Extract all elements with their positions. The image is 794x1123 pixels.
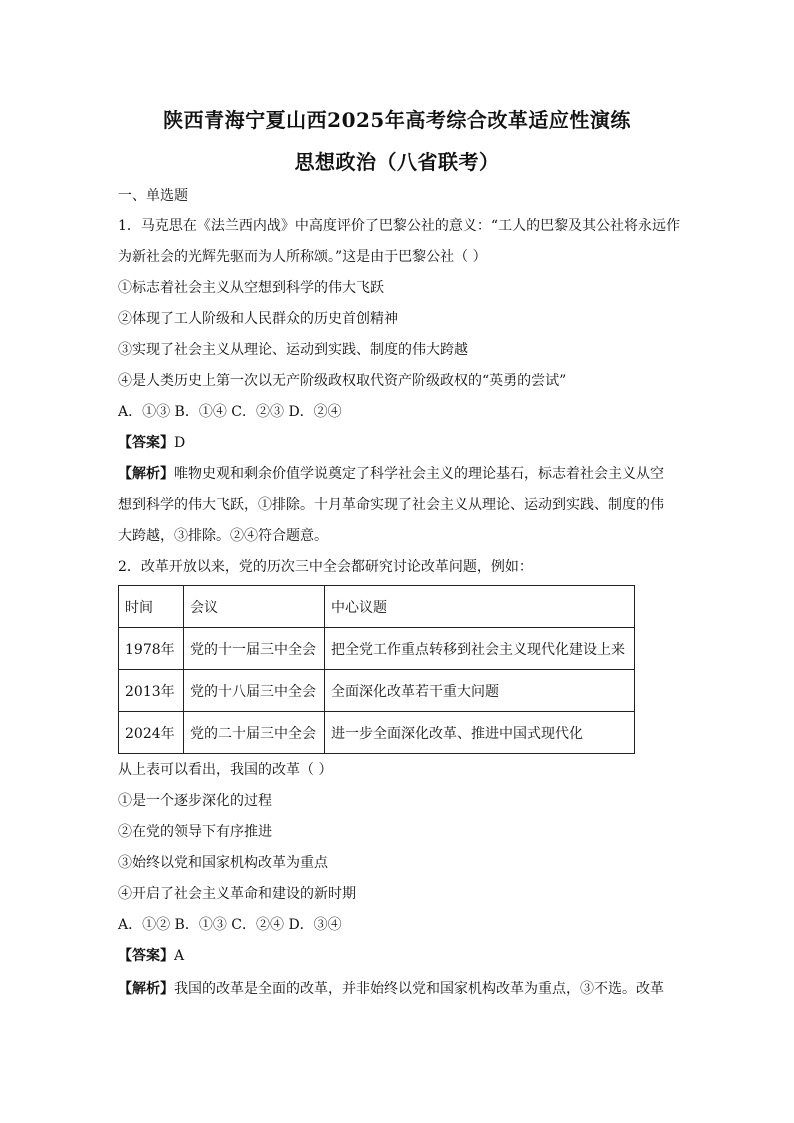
- table-cell: 1978年: [119, 628, 184, 670]
- analysis-label: 【解析】: [118, 981, 174, 997]
- q1-stem-line1: 1．马克思在《法兰西内战》中高度评价了巴黎公社的意义：“工人的巴黎及其公社将永远作: [118, 218, 681, 234]
- section-heading: 一、单选题: [118, 188, 188, 204]
- q1-analysis-line3: 大跨越，③排除。②④符合题意。: [118, 528, 328, 544]
- answer-label: 【答案】: [118, 435, 174, 451]
- table-row: [119, 670, 635, 712]
- meeting-table: [118, 585, 635, 754]
- q1-stem-line2: 为新社会的光辉先驱而为人所称颂。”这是由于巴黎公社（ ）: [118, 249, 487, 265]
- q1-option-1: ①标志着社会主义从空想到科学的伟大飞跃: [118, 280, 384, 296]
- table-cell: 全面深化改革若干重大问题: [325, 670, 635, 712]
- q1-analysis-line1: [118, 464, 664, 484]
- table-header-cell: 中心议题: [325, 586, 635, 628]
- q1-option-3: ③实现了社会主义从理论、运动到实践、制度的伟大跨越: [118, 342, 468, 358]
- q1-option-4: ④是人类历史上第一次以无产阶级政权取代资产阶级政权的“英勇的尝试”: [118, 373, 567, 389]
- q1-answer: [118, 433, 185, 453]
- table-header-cell: 会议: [184, 586, 325, 628]
- q1-option-2: ②体现了工人阶级和人民群众的历史首创精神: [118, 311, 398, 327]
- table-cell: 进一步全面深化改革、推进中国式现代化: [325, 712, 635, 754]
- table-cell: 党的十一届三中全会: [184, 628, 325, 670]
- analysis-text: 我国的改革是全面的改革，并非始终以党和国家机构改革为重点，③不选。改革: [174, 981, 664, 997]
- table-cell: 2013年: [119, 670, 184, 712]
- q2-answer: [118, 946, 184, 966]
- q2-analysis-line1: [118, 979, 664, 999]
- q1-choices: A．①③ B．①④ C．②③ D．②④: [118, 404, 342, 420]
- q2-after-table: 从上表可以看出，我国的改革（ ）: [118, 762, 333, 778]
- q2-stem: 2．改革开放以来，党的历次三中全会都研究讨论改革问题，例如：: [118, 559, 533, 575]
- exam-title: 陕西青海宁夏山西2025年高考综合改革适应性演练: [163, 108, 631, 132]
- table-row: [119, 712, 635, 754]
- exam-subtitle: 思想政治（八省联考）: [294, 150, 500, 174]
- table-cell: 2024年: [119, 712, 184, 754]
- table-cell: 党的二十届三中全会: [184, 712, 325, 754]
- q2-option-3: ③始终以党和国家机构改革为重点: [118, 855, 328, 871]
- table-header-cell: 时间: [119, 586, 184, 628]
- answer-value: D: [174, 435, 186, 451]
- table-cell: 把全党工作重点转移到社会主义现代化建设上来: [325, 628, 635, 670]
- q2-choices: A．①② B．①③ C．②④ D．③④: [118, 917, 342, 933]
- answer-label: 【答案】: [118, 948, 174, 964]
- table-header-row: [119, 586, 635, 628]
- analysis-label: 【解析】: [118, 466, 174, 482]
- q1-analysis-line2: 想到科学的伟大飞跃，①排除。十月革命实现了社会主义从理论、运动到实践、制度的伟: [118, 497, 664, 513]
- q2-option-2: ②在党的领导下有序推进: [118, 824, 272, 840]
- table-row: [119, 628, 635, 670]
- analysis-text: 唯物史观和剩余价值学说奠定了科学社会主义的理论基石，标志着社会主义从空: [174, 466, 664, 482]
- q2-option-1: ①是一个逐步深化的过程: [118, 793, 272, 809]
- q2-option-4: ④开启了社会主义革命和建设的新时期: [118, 886, 356, 902]
- table-cell: 党的十八届三中全会: [184, 670, 325, 712]
- answer-value: A: [174, 948, 185, 964]
